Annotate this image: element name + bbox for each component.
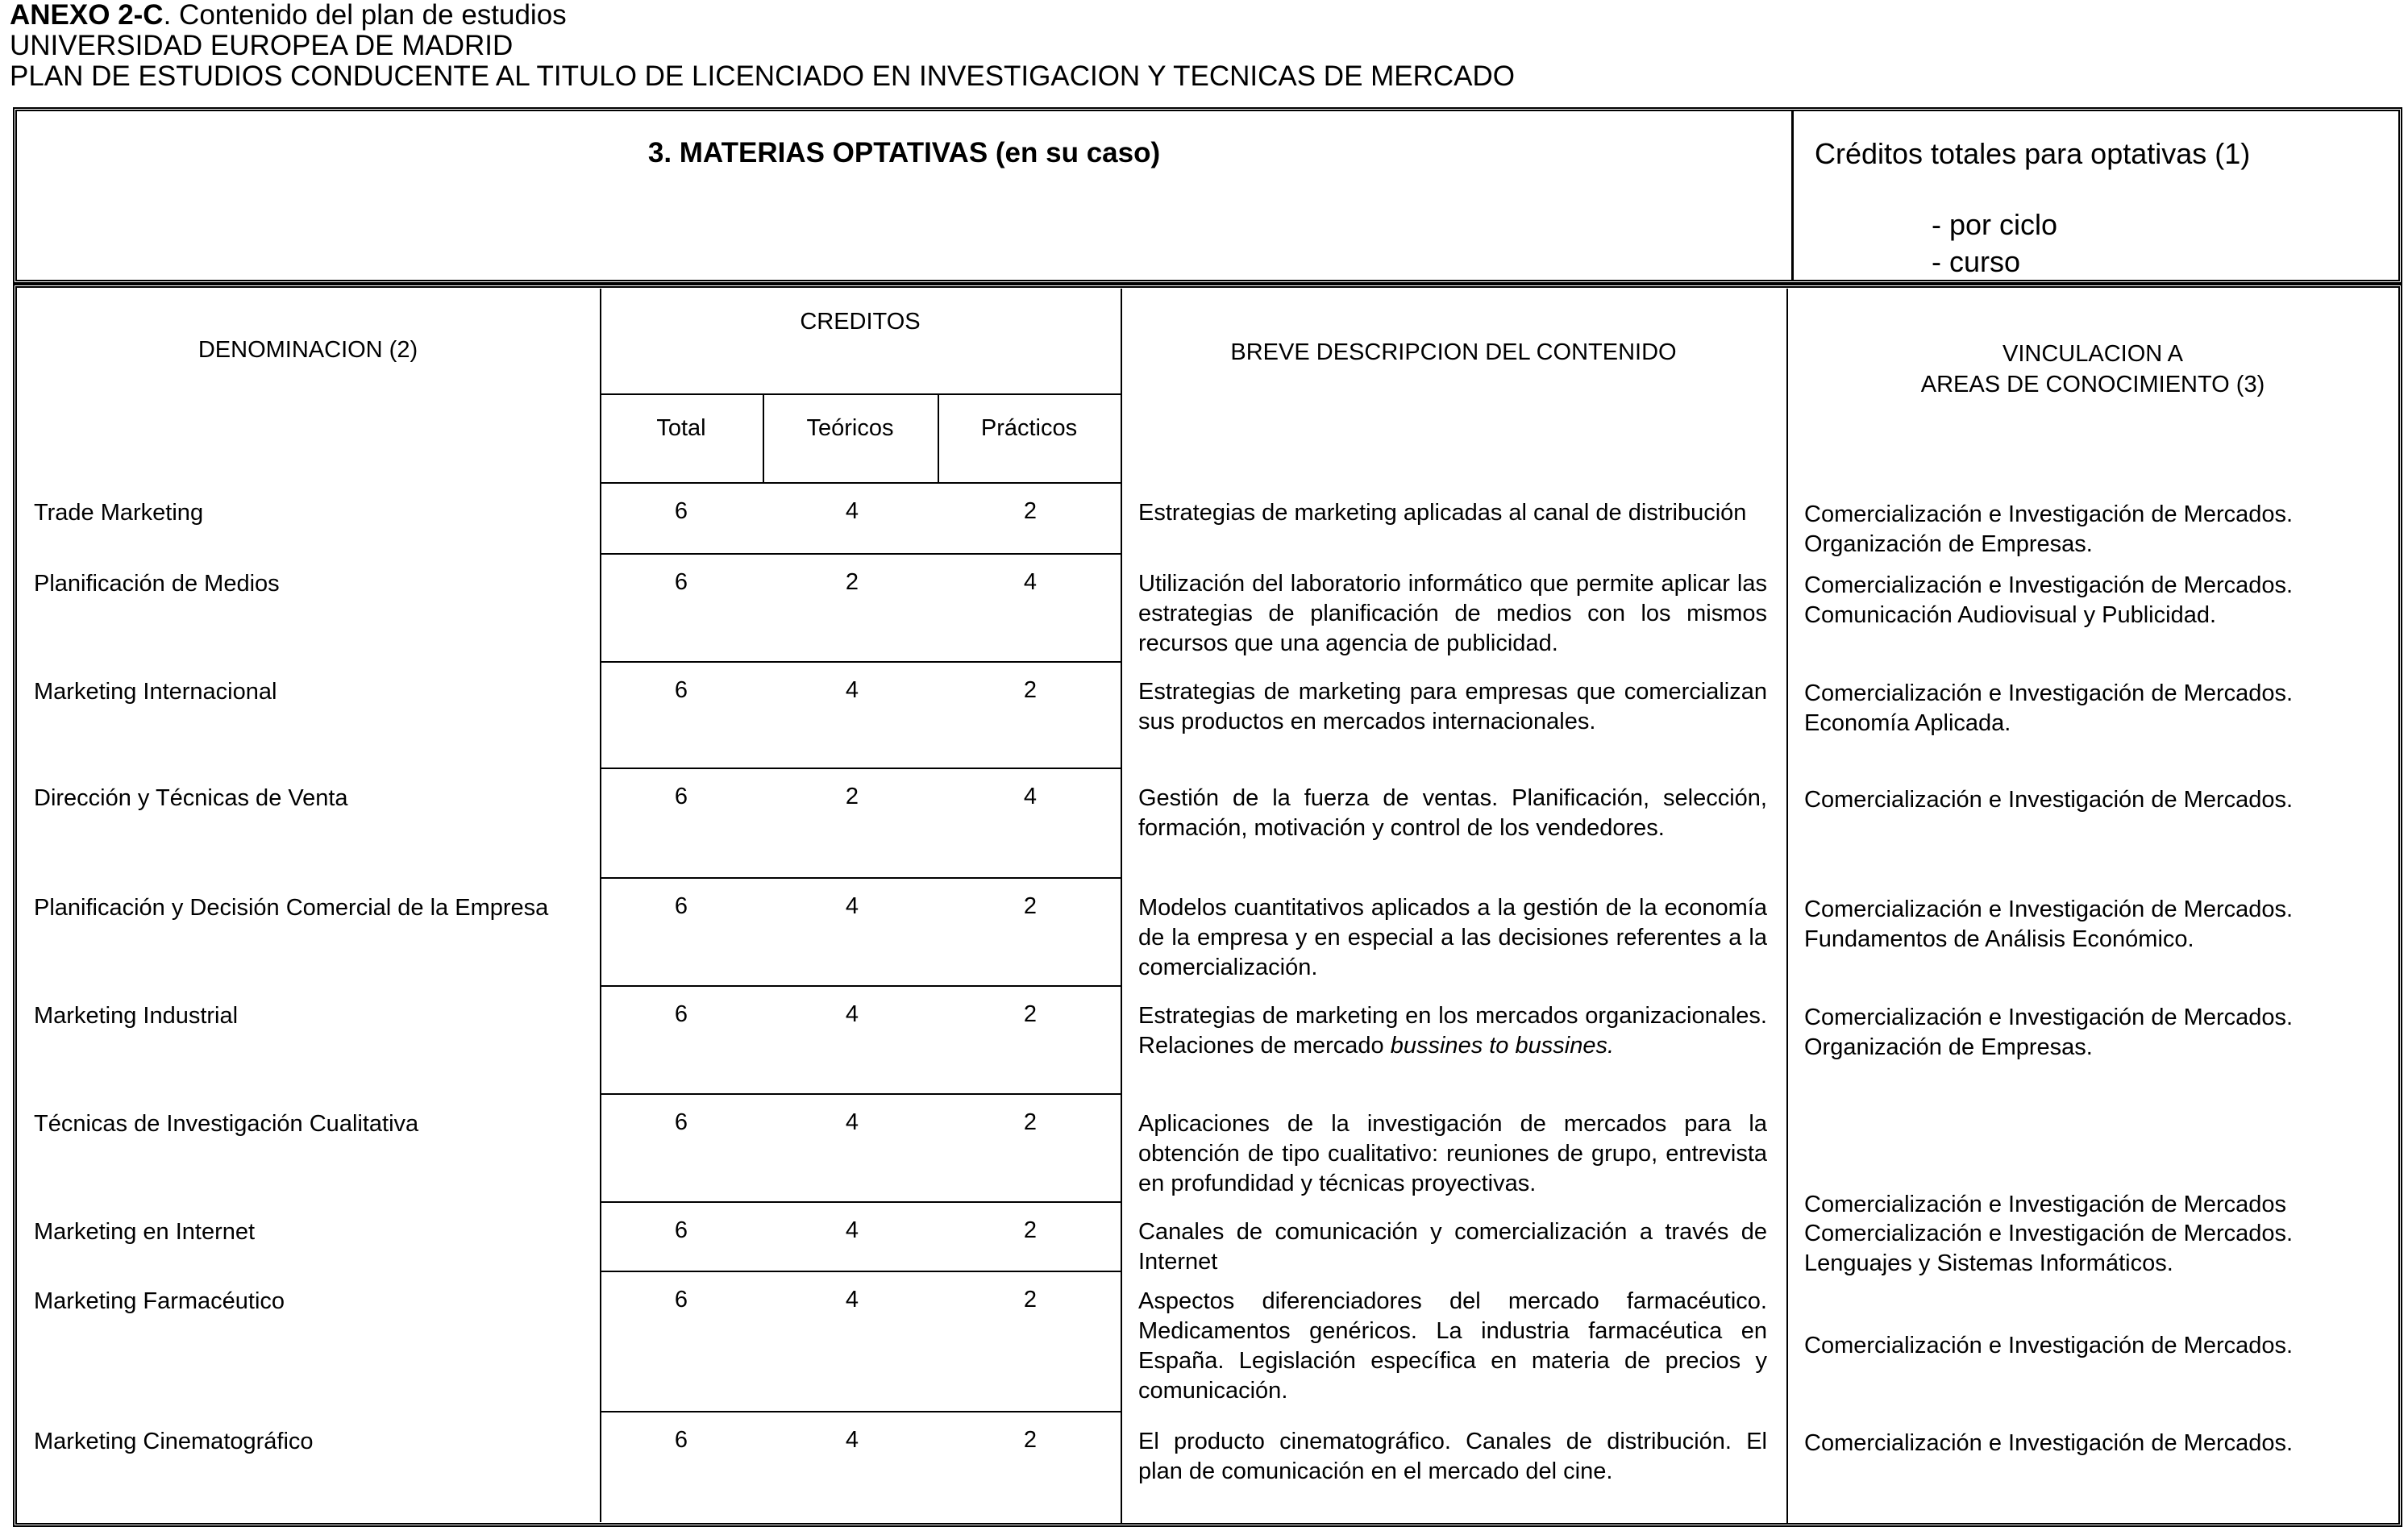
credits-teoricos: 4: [845, 1109, 859, 1135]
knowledge-areas: [1804, 1003, 2401, 1063]
credits-practicos: 2: [1023, 1287, 1038, 1313]
knowledge-areas: [1804, 895, 2401, 955]
row-separator: [600, 1411, 1121, 1412]
credits-practicos: 2: [1023, 1001, 1038, 1027]
knowledge-area-item: Comercialización e Investigación de Mercados.: [1804, 1221, 2294, 1246]
credits-total: 6: [674, 569, 688, 595]
credits-practicos: 2: [1023, 893, 1038, 919]
subject-description: El producto cinematográfico. Canales de distribución. El plan de comunicación en el mercado del cine.: [1138, 1429, 1767, 1484]
row-separator: [600, 877, 1121, 879]
per-course-label: - curso: [1932, 245, 2021, 278]
row-separator: [600, 985, 1121, 987]
subject-description: Gestión de la fuerza de ventas. Planificación, selección, formación, motivación y control de los vendedores.: [1138, 785, 1767, 841]
credits-teoricos: 2: [845, 569, 859, 595]
subject-description: Canales de comunicación y comercialización a través de Internet: [1138, 1219, 1767, 1275]
section-header-divider: [1791, 111, 1794, 280]
knowledge-area-item: Comercialización e Investigación de Mercados.: [1804, 787, 2294, 813]
annex-label: ANEXO 2-C: [10, 0, 164, 31]
knowledge-area-item: Organización de Empresas.: [1804, 531, 2093, 557]
subject-description: Estrategias de marketing para empresas que comercializan sus productos en mercados internacionales.: [1138, 679, 1767, 734]
credits-total: 6: [674, 1287, 688, 1313]
row-credits-left-border: [600, 1093, 601, 1201]
subject-name: Marketing Cinematográfico: [34, 1429, 314, 1454]
subject-description: Estrategias de marketing aplicadas al canal de distribución: [1138, 500, 1747, 526]
row-credits-left-border: [600, 1411, 601, 1522]
knowledge-areas: [1804, 679, 2401, 738]
row-separator: [600, 661, 1121, 663]
knowledge-areas: [1804, 500, 2401, 560]
header-vinculacion-line2: AREAS DE CONOCIMIENTO (3): [1920, 372, 2265, 397]
header-denominacion: DENOMINACION (2): [198, 337, 418, 363]
credits-summary: [1815, 135, 2250, 281]
col-divider-areas: [1786, 289, 1788, 1524]
credits-total: 6: [674, 1427, 688, 1453]
knowledge-area-item: Comercialización e Investigación de Mercados.: [1804, 1333, 2294, 1358]
credits-total: 6: [674, 677, 688, 703]
knowledge-areas: [1804, 1429, 2401, 1458]
knowledge-areas: [1804, 571, 2401, 630]
credits-teoricos: 4: [845, 1217, 859, 1243]
knowledge-area-item: Comercialización e Investigación de Mercados.: [1804, 501, 2294, 527]
credits-teoricos: 2: [845, 784, 859, 809]
header-creditos: CREDITOS: [800, 309, 921, 335]
knowledge-area-item: Organización de Empresas.: [1804, 1034, 2093, 1060]
credits-total: 6: [674, 498, 688, 524]
document-header: [10, 0, 1515, 92]
subject-name: Marketing en Internet: [34, 1219, 256, 1245]
knowledge-areas: [1804, 1190, 2401, 1220]
row-separator: [600, 1201, 1121, 1203]
credits-total: 6: [674, 1217, 688, 1243]
header-practicos: Prácticos: [980, 415, 1078, 441]
row-separator: [600, 482, 1121, 484]
credits-practicos: 4: [1023, 569, 1038, 595]
description-italic: bussines to bussines.: [1390, 1033, 1615, 1059]
credits-practicos: 2: [1023, 498, 1038, 524]
credits-total-label: Créditos totales para optativas (1): [1815, 137, 2251, 170]
credits-practicos: 2: [1023, 1109, 1038, 1135]
per-cycle-label: - por ciclo: [1932, 208, 2058, 241]
subject-name: Dirección y Técnicas de Venta: [34, 785, 348, 811]
knowledge-areas: [1804, 1219, 2401, 1279]
row-separator: [600, 553, 1121, 555]
row-credits-left-border: [600, 553, 601, 661]
subject-description: Estrategias de marketing en los mercados organizacionales. Relaciones de mercado bussines to bussines.: [1138, 1003, 1767, 1059]
subject-description: Aspectos diferenciadores del mercado farmacéutico. Medicamentos genéricos. La industria farmacéutica en España. Legislación específica en materia de precios y comunicación.: [1138, 1288, 1767, 1404]
col-divider-credits-right: [1121, 289, 1122, 1524]
section-title: 3. MATERIAS OPTATIVAS (en su caso): [647, 137, 1161, 168]
knowledge-area-item: Economía Aplicada.: [1804, 710, 2011, 736]
credits-total: 6: [674, 1109, 688, 1135]
knowledge-area-item: Comercialización e Investigación de Mercados: [1804, 1192, 2287, 1217]
subject-name: Marketing Industrial: [34, 1003, 239, 1029]
subject-name: Marketing Farmacéutico: [34, 1288, 285, 1314]
subject-description: Utilización del laboratorio informático que permite aplicar las estrategias de planificación de medios con los mismos recursos que una agencia de publicidad.: [1138, 571, 1767, 656]
section-header-box: [13, 107, 2402, 284]
row-credits-left-border: [600, 985, 601, 1093]
row-credits-left-border: [600, 768, 601, 877]
subject-description: Modelos cuantitativos aplicados a la gestión de la economía de la empresa y en especial a las decisiones referentes a la comercialización.: [1138, 895, 1767, 980]
subject-name: Planificación y Decisión Comercial de la Empresa: [34, 895, 549, 921]
credits-practicos: 2: [1023, 1427, 1038, 1453]
annex-subtitle: . Contenido del plan de estudios: [163, 0, 567, 31]
subject-name: Técnicas de Investigación Cualitativa: [34, 1111, 419, 1137]
credits-total: 6: [674, 893, 688, 919]
credits-teoricos: 4: [845, 893, 859, 919]
annex-line: [10, 0, 1515, 31]
row-separator: [600, 768, 1121, 769]
university-name: UNIVERSIDAD EUROPEA DE MADRID: [10, 30, 514, 61]
knowledge-area-item: Comercialización e Investigación de Mercados.: [1804, 897, 2294, 922]
subject-name: Marketing Internacional: [34, 679, 277, 705]
knowledge-area-item: Comercialización e Investigación de Mercados.: [1804, 1430, 2294, 1456]
credits-teoricos: 4: [845, 1287, 859, 1313]
plan-title: PLAN DE ESTUDIOS CONDUCENTE AL TITULO DE LICENCIADO EN INVESTIGACION Y TECNICAS DE MERCADO: [10, 60, 1516, 92]
header-vinculacion-line1: VINCULACION A: [2003, 341, 2183, 367]
credits-practicos: 2: [1023, 1217, 1038, 1243]
knowledge-areas: [1804, 785, 2401, 815]
row-separator: [600, 1093, 1121, 1095]
credits-practicos: 2: [1023, 677, 1038, 703]
knowledge-area-item: Comercialización e Investigación de Mercados.: [1804, 1005, 2294, 1030]
knowledge-area-item: Comunicación Audiovisual y Publicidad.: [1804, 602, 2217, 628]
subject-name: Trade Marketing: [34, 500, 204, 526]
row-credits-left-border: [600, 1201, 601, 1271]
knowledge-area-item: Fundamentos de Análisis Económico.: [1804, 926, 2194, 952]
subject-description: Aplicaciones de la investigación de mercados para la obtención de tipo cualitativo: reuniones de grupo, entrevista en profundidad y técnicas proyectivas.: [1138, 1111, 1767, 1196]
knowledge-area-item: Comercialización e Investigación de Mercados.: [1804, 572, 2294, 598]
credits-teoricos: 4: [845, 1427, 859, 1453]
header-descripcion: BREVE DESCRIPCION DEL CONTENIDO: [1230, 339, 1677, 365]
row-credits-left-border: [600, 661, 601, 768]
credits-total: 6: [674, 1001, 688, 1027]
credits-total: 6: [674, 784, 688, 809]
row-credits-left-border: [600, 1271, 601, 1411]
header-vinculacion: [1786, 339, 2399, 400]
header-teoricos: Teóricos: [806, 415, 894, 441]
header-total: Total: [656, 415, 706, 441]
knowledge-area-item: Comercialización e Investigación de Mercados.: [1804, 680, 2294, 706]
subject-name: Planificación de Medios: [34, 571, 280, 597]
credits-practicos: 4: [1023, 784, 1038, 809]
row-separator: [600, 1271, 1121, 1272]
knowledge-area-item: Lenguajes y Sistemas Informáticos.: [1804, 1250, 2173, 1276]
row-credits-left-border: [600, 877, 601, 985]
row-credits-left-border: [600, 482, 601, 553]
credits-subheader-line: [600, 393, 1121, 395]
credits-teoricos: 4: [845, 1001, 859, 1027]
credits-teoricos: 4: [845, 498, 859, 524]
credits-teoricos: 4: [845, 677, 859, 703]
knowledge-areas: [1804, 1331, 2401, 1361]
